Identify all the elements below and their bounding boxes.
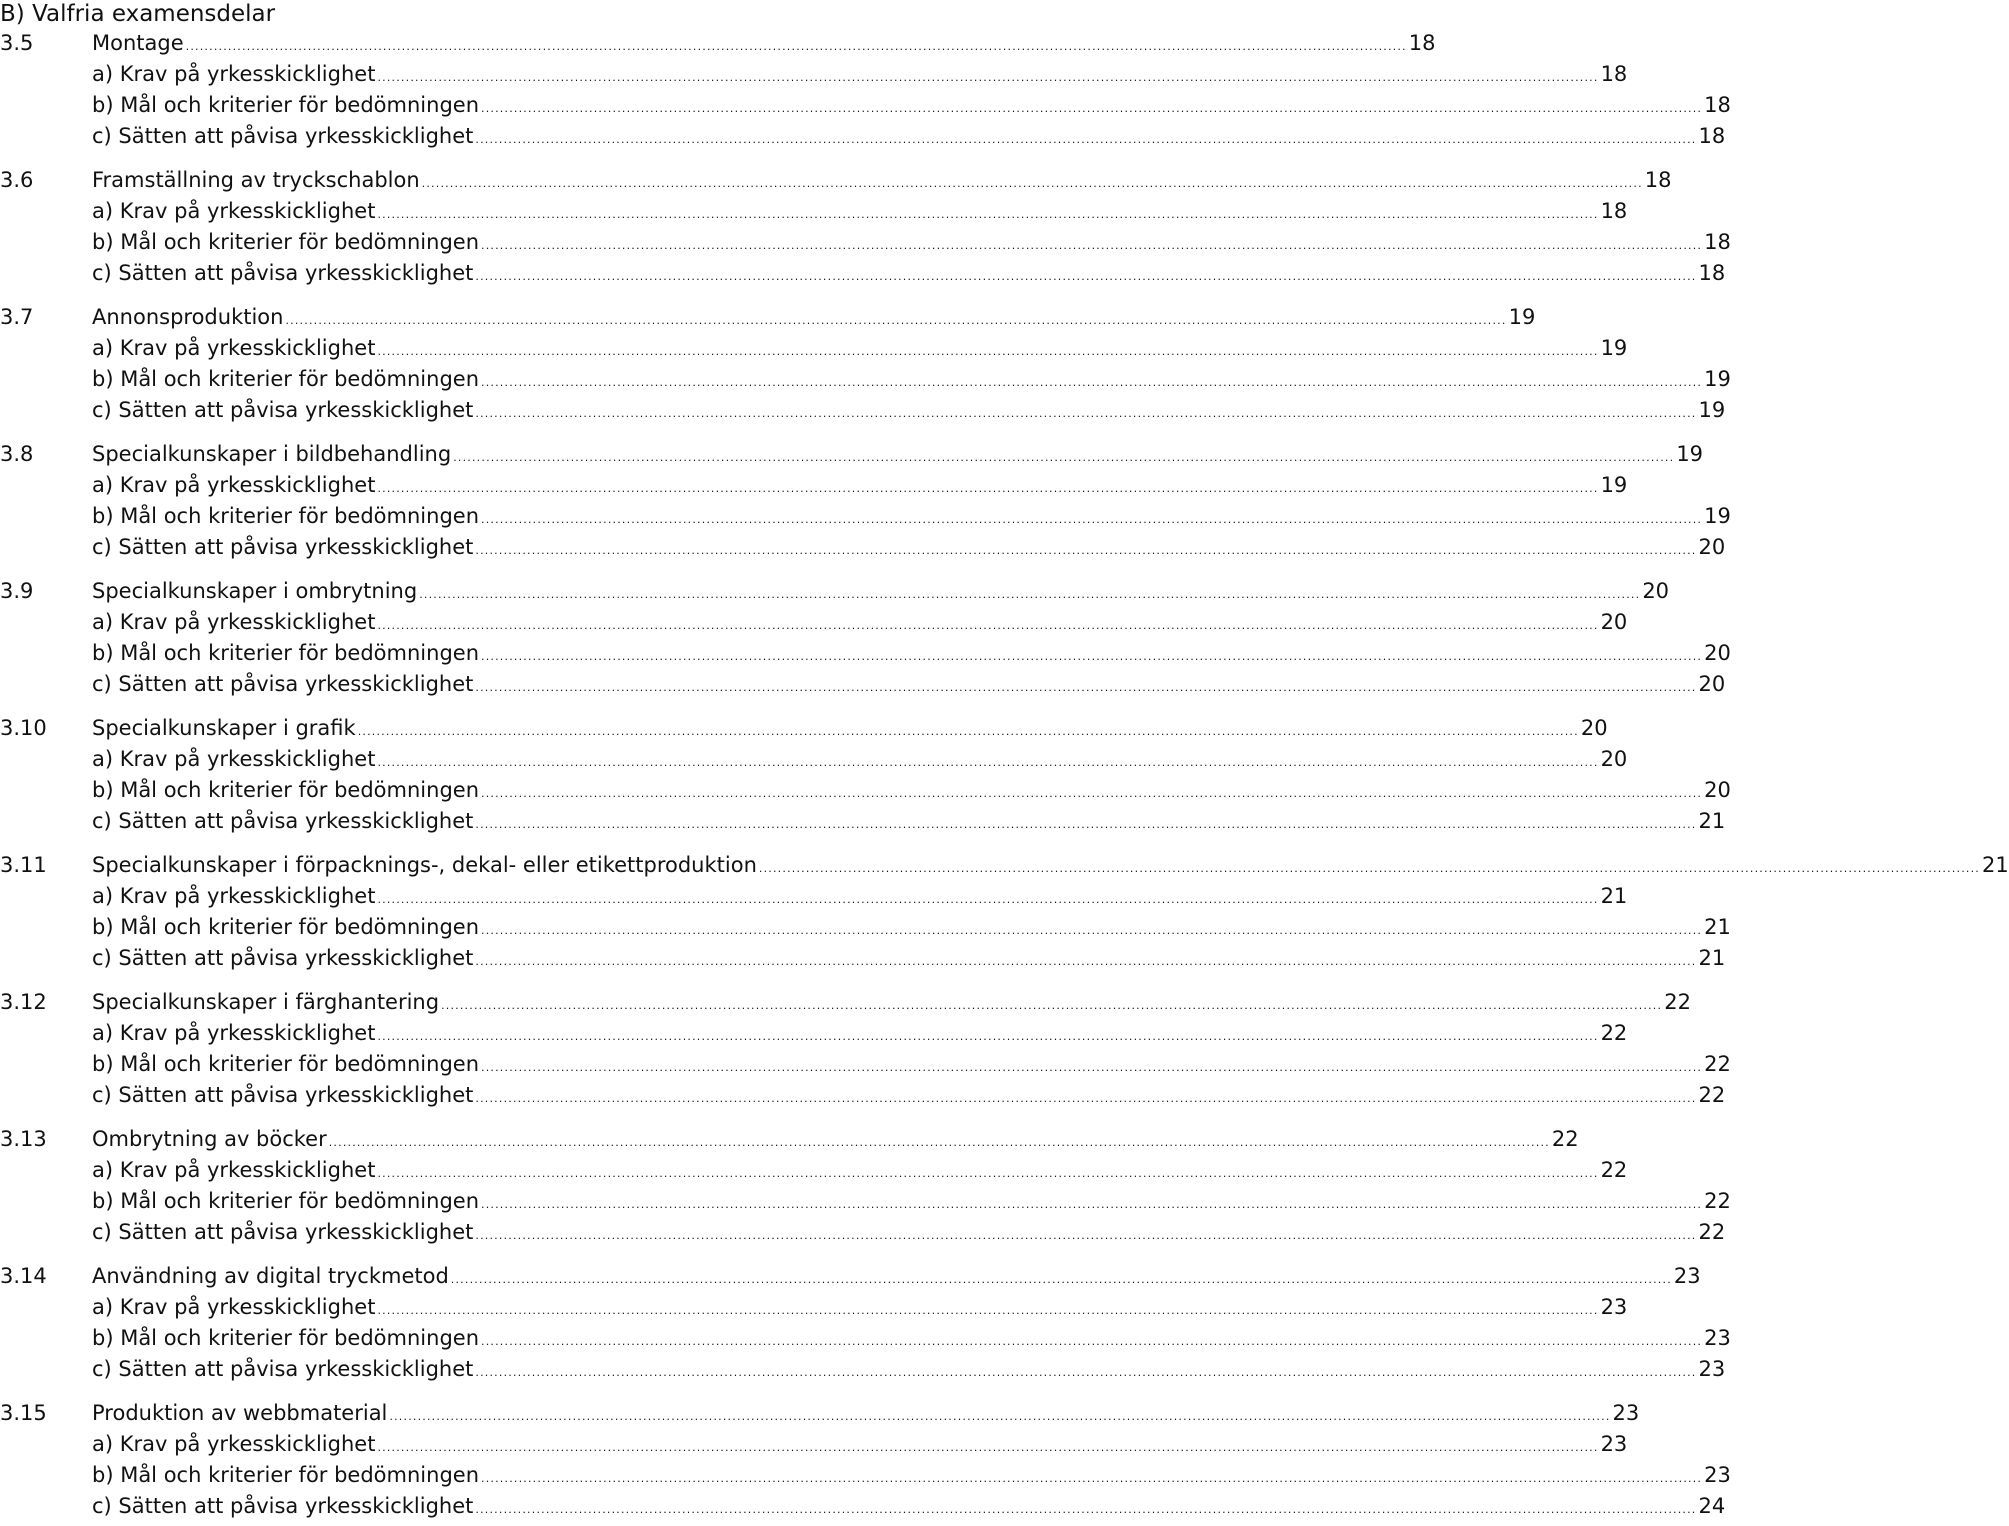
- toc-subentry[interactable]: [92, 500, 1731, 532]
- toc-subentry[interactable]: [92, 1079, 1726, 1111]
- section-number: 3.5: [0, 31, 34, 55]
- subentry-title: a) Krav på yrkesskicklighet: [92, 1295, 376, 1319]
- subentry-title: b) Mål och kriterier för bedömningen: [92, 367, 480, 391]
- page-number: 19: [1704, 367, 1731, 391]
- dot-leader: ....................................................................................................................................................................................................................................................................: [481, 1335, 1703, 1348]
- page-number: 19: [1676, 442, 1704, 466]
- toc-subentry[interactable]: [92, 1490, 1726, 1522]
- toc-subentry[interactable]: [92, 531, 1726, 563]
- section-title: Produktion av webbmaterial: [92, 1401, 388, 1425]
- section-title: Framställning av tryckschablon: [92, 168, 420, 192]
- dot-leader: ....................................................................................................................................................................................................................................................................: [481, 1472, 1703, 1485]
- subentry-title: a) Krav på yrkesskicklighet: [92, 1158, 376, 1182]
- page-number: 23: [1704, 1463, 1731, 1487]
- page-number: 20: [1698, 535, 1726, 559]
- dot-leader: ....................................................................................................................................................................................................................................................................: [185, 40, 1407, 53]
- toc-subentry[interactable]: [92, 1048, 1731, 1080]
- toc-section-entry[interactable]: [0, 27, 1436, 59]
- toc-subentry[interactable]: [92, 1353, 1726, 1385]
- dot-leader: ....................................................................................................................................................................................................................................................................: [475, 1092, 1697, 1105]
- page-number: 21: [1698, 946, 1726, 970]
- subentry-title: b) Mål och kriterier för bedömningen: [92, 1326, 480, 1350]
- toc-subentry[interactable]: [92, 1428, 1628, 1460]
- page-number: 18: [1698, 261, 1726, 285]
- dot-leader: ....................................................................................................................................................................................................................................................................: [328, 1136, 1550, 1149]
- page-number: 21: [1704, 915, 1731, 939]
- page-number: 18: [1698, 124, 1726, 148]
- dot-leader: ....................................................................................................................................................................................................................................................................: [481, 650, 1703, 663]
- page-number: 22: [1704, 1052, 1731, 1076]
- subentry-title: b) Mål och kriterier för bedömningen: [92, 778, 480, 802]
- subentry-title: a) Krav på yrkesskicklighet: [92, 747, 376, 771]
- toc-subentry[interactable]: [92, 1459, 1731, 1491]
- section-title: Ombrytning av böcker: [92, 1127, 327, 1151]
- subentry-title: a) Krav på yrkesskicklighet: [92, 62, 376, 86]
- subentry-title: b) Mål och kriterier för bedömningen: [92, 915, 480, 939]
- section-title: Specialkunskaper i förpacknings-, dekal- eller etikettproduktion: [92, 853, 757, 877]
- section-number: 3.12: [0, 990, 47, 1014]
- subentry-title: c) Sätten att påvisa yrkesskicklighet: [92, 1357, 474, 1381]
- subentry-title: c) Sätten att påvisa yrkesskicklighet: [92, 672, 474, 696]
- dot-leader: ....................................................................................................................................................................................................................................................................: [453, 451, 1675, 464]
- subentry-title: b) Mål och kriterier för bedömningen: [92, 93, 480, 117]
- page-number: 21: [1982, 853, 2009, 877]
- toc-subentry[interactable]: [92, 743, 1628, 775]
- dot-leader: ....................................................................................................................................................................................................................................................................: [481, 513, 1703, 526]
- page-number: 20: [1704, 641, 1731, 665]
- dot-leader: ....................................................................................................................................................................................................................................................................: [419, 588, 1641, 601]
- toc-subentry[interactable]: [92, 1322, 1731, 1354]
- page-number: 18: [1600, 62, 1628, 86]
- page-number: 22: [1704, 1189, 1731, 1213]
- page-number: 22: [1600, 1158, 1628, 1182]
- toc-section-entry[interactable]: [0, 1397, 1640, 1429]
- page-number: 22: [1698, 1083, 1726, 1107]
- toc-subentry[interactable]: [92, 120, 1726, 152]
- toc-heading: B) Valfria examensdelar: [0, 1, 276, 27]
- dot-leader: ....................................................................................................................................................................................................................................................................: [475, 955, 1697, 968]
- page-number: 23: [1698, 1357, 1726, 1381]
- subentry-title: c) Sätten att påvisa yrkesskicklighet: [92, 1494, 474, 1518]
- page-number: 21: [1698, 809, 1726, 833]
- page-number: 22: [1600, 1021, 1628, 1045]
- page-number: 22: [1664, 990, 1691, 1014]
- dot-leader: ....................................................................................................................................................................................................................................................................: [475, 1503, 1697, 1516]
- toc-subentry[interactable]: [92, 394, 1726, 426]
- subentry-title: b) Mål och kriterier för bedömningen: [92, 504, 480, 528]
- dot-leader: ....................................................................................................................................................................................................................................................................: [377, 208, 1599, 221]
- page-number: 23: [1600, 1295, 1628, 1319]
- dot-leader: ....................................................................................................................................................................................................................................................................: [481, 787, 1703, 800]
- page-number: 21: [1600, 884, 1628, 908]
- page-number: 18: [1600, 199, 1628, 223]
- toc-section-entry[interactable]: [0, 164, 1672, 196]
- page-number: 20: [1704, 778, 1731, 802]
- page-number: 18: [1704, 230, 1731, 254]
- subentry-title: c) Sätten att påvisa yrkesskicklighet: [92, 398, 474, 422]
- dot-leader: ....................................................................................................................................................................................................................................................................: [758, 862, 1981, 875]
- subentry-title: c) Sätten att påvisa yrkesskicklighet: [92, 535, 474, 559]
- toc-subentry[interactable]: [92, 805, 1726, 837]
- toc-subentry[interactable]: [92, 606, 1628, 638]
- subentry-title: a) Krav på yrkesskicklighet: [92, 610, 376, 634]
- section-number: 3.15: [0, 1401, 47, 1425]
- toc-subentry[interactable]: [92, 1216, 1726, 1248]
- dot-leader: ....................................................................................................................................................................................................................................................................: [475, 270, 1697, 283]
- toc-subentry[interactable]: [92, 363, 1731, 395]
- page-number: 19: [1508, 305, 1536, 329]
- page-number: 19: [1698, 398, 1726, 422]
- dot-leader: ....................................................................................................................................................................................................................................................................: [357, 725, 1579, 738]
- subentry-title: b) Mål och kriterier för bedömningen: [92, 1052, 480, 1076]
- page-number: 20: [1600, 747, 1628, 771]
- toc-section-entry[interactable]: [0, 1123, 1579, 1155]
- toc-subentry[interactable]: [92, 257, 1726, 289]
- dot-leader: ....................................................................................................................................................................................................................................................................: [389, 1410, 1611, 1423]
- toc-subentry[interactable]: [92, 668, 1726, 700]
- dot-leader: ....................................................................................................................................................................................................................................................................: [475, 1366, 1697, 1379]
- section-number: 3.8: [0, 442, 34, 466]
- page-number: 22: [1551, 1127, 1579, 1151]
- subentry-title: a) Krav på yrkesskicklighet: [92, 336, 376, 360]
- dot-leader: ....................................................................................................................................................................................................................................................................: [377, 482, 1599, 495]
- dot-leader: ....................................................................................................................................................................................................................................................................: [377, 1304, 1599, 1317]
- dot-leader: ....................................................................................................................................................................................................................................................................: [481, 924, 1703, 937]
- dot-leader: ....................................................................................................................................................................................................................................................................: [377, 1441, 1599, 1454]
- page-number: 20: [1642, 579, 1670, 603]
- toc-subentry[interactable]: [92, 1291, 1628, 1323]
- section-title: Användning av digital tryckmetod: [92, 1264, 449, 1288]
- toc-subentry[interactable]: [92, 1185, 1731, 1217]
- dot-leader: ....................................................................................................................................................................................................................................................................: [285, 314, 1507, 327]
- page-number: 23: [1673, 1264, 1701, 1288]
- dot-leader: ....................................................................................................................................................................................................................................................................: [441, 999, 1663, 1012]
- page-number: 18: [1408, 31, 1436, 55]
- dot-leader: ....................................................................................................................................................................................................................................................................: [377, 893, 1599, 906]
- subentry-title: a) Krav på yrkesskicklighet: [92, 1432, 376, 1456]
- section-title: Montage: [92, 31, 184, 55]
- subentry-title: c) Sätten att påvisa yrkesskicklighet: [92, 1220, 474, 1244]
- toc-subentry[interactable]: [92, 880, 1628, 912]
- page-number: 19: [1600, 473, 1628, 497]
- toc-subentry[interactable]: [92, 911, 1731, 943]
- toc-section-entry[interactable]: [0, 849, 2009, 881]
- toc-subentry[interactable]: [92, 637, 1731, 669]
- subentry-title: b) Mål och kriterier för bedömningen: [92, 1463, 480, 1487]
- page-number: 18: [1644, 168, 1672, 192]
- dot-leader: ....................................................................................................................................................................................................................................................................: [377, 619, 1599, 632]
- page-number: 20: [1580, 716, 1608, 740]
- toc-subentry[interactable]: [92, 469, 1628, 501]
- page-number: 19: [1600, 336, 1628, 360]
- subentry-title: b) Mål och kriterier för bedömningen: [92, 230, 480, 254]
- dot-leader: ....................................................................................................................................................................................................................................................................: [377, 1167, 1599, 1180]
- section-number: 3.10: [0, 716, 47, 740]
- subentry-title: a) Krav på yrkesskicklighet: [92, 199, 376, 223]
- dot-leader: ....................................................................................................................................................................................................................................................................: [377, 1030, 1599, 1043]
- subentry-title: c) Sätten att påvisa yrkesskicklighet: [92, 124, 474, 148]
- subentry-title: b) Mål och kriterier för bedömningen: [92, 641, 480, 665]
- toc-subentry[interactable]: [92, 332, 1628, 364]
- page-number: 23: [1612, 1401, 1640, 1425]
- section-title: Specialkunskaper i färghantering: [92, 990, 440, 1014]
- dot-leader: ....................................................................................................................................................................................................................................................................: [475, 407, 1697, 420]
- page-number: 20: [1698, 672, 1726, 696]
- dot-leader: ....................................................................................................................................................................................................................................................................: [475, 133, 1697, 146]
- section-number: 3.11: [0, 853, 47, 877]
- page-number: 22: [1698, 1220, 1726, 1244]
- dot-leader: ....................................................................................................................................................................................................................................................................: [481, 376, 1703, 389]
- section-number: 3.7: [0, 305, 34, 329]
- toc-section-entry[interactable]: [0, 1260, 1701, 1292]
- subentry-title: c) Sätten att påvisa yrkesskicklighet: [92, 1083, 474, 1107]
- dot-leader: ....................................................................................................................................................................................................................................................................: [481, 239, 1703, 252]
- toc-subentry[interactable]: [92, 1154, 1628, 1186]
- dot-leader: ....................................................................................................................................................................................................................................................................: [475, 1229, 1697, 1242]
- toc-section-entry[interactable]: [0, 438, 1704, 470]
- page-number: 23: [1704, 1326, 1731, 1350]
- section-number: 3.14: [0, 1264, 47, 1288]
- dot-leader: ....................................................................................................................................................................................................................................................................: [377, 71, 1599, 84]
- dot-leader: ....................................................................................................................................................................................................................................................................: [475, 818, 1697, 831]
- page-number: 18: [1704, 93, 1731, 117]
- dot-leader: ....................................................................................................................................................................................................................................................................: [377, 345, 1599, 358]
- toc-subentry[interactable]: [92, 1017, 1628, 1049]
- page-number: 19: [1704, 504, 1731, 528]
- toc-section-entry[interactable]: [0, 712, 1608, 744]
- section-number: 3.9: [0, 579, 34, 603]
- dot-leader: ....................................................................................................................................................................................................................................................................: [421, 177, 1643, 190]
- page-number: 20: [1600, 610, 1628, 634]
- subentry-title: c) Sätten att påvisa yrkesskicklighet: [92, 261, 474, 285]
- toc-subentry[interactable]: [92, 942, 1726, 974]
- dot-leader: ....................................................................................................................................................................................................................................................................: [475, 681, 1697, 694]
- dot-leader: ....................................................................................................................................................................................................................................................................: [481, 102, 1703, 115]
- subentry-title: a) Krav på yrkesskicklighet: [92, 1021, 376, 1045]
- toc-section-entry[interactable]: [0, 986, 1691, 1018]
- toc-subentry[interactable]: [92, 774, 1731, 806]
- section-number: 3.13: [0, 1127, 47, 1151]
- subentry-title: a) Krav på yrkesskicklighet: [92, 884, 376, 908]
- subentry-title: a) Krav på yrkesskicklighet: [92, 473, 376, 497]
- page-number: 24: [1698, 1494, 1726, 1518]
- dot-leader: ....................................................................................................................................................................................................................................................................: [377, 756, 1599, 769]
- subentry-title: c) Sätten att påvisa yrkesskicklighet: [92, 946, 474, 970]
- section-title: Annonsproduktion: [92, 305, 284, 329]
- page-number: 23: [1600, 1432, 1628, 1456]
- dot-leader: ....................................................................................................................................................................................................................................................................: [481, 1198, 1703, 1211]
- section-number: 3.6: [0, 168, 34, 192]
- section-title: Specialkunskaper i ombrytning: [92, 579, 418, 603]
- dot-leader: ....................................................................................................................................................................................................................................................................: [450, 1273, 1672, 1286]
- toc-section-entry[interactable]: [0, 575, 1670, 607]
- toc-subentry[interactable]: [92, 58, 1628, 90]
- toc-subentry[interactable]: [92, 89, 1731, 121]
- subentry-title: c) Sätten att påvisa yrkesskicklighet: [92, 809, 474, 833]
- dot-leader: ....................................................................................................................................................................................................................................................................: [481, 1061, 1703, 1074]
- subentry-title: b) Mål och kriterier för bedömningen: [92, 1189, 480, 1213]
- toc-subentry[interactable]: [92, 195, 1628, 227]
- section-title: Specialkunskaper i grafik: [92, 716, 356, 740]
- dot-leader: ....................................................................................................................................................................................................................................................................: [475, 544, 1697, 557]
- section-title: Specialkunskaper i bildbehandling: [92, 442, 452, 466]
- toc-subentry[interactable]: [92, 226, 1731, 258]
- toc-section-entry[interactable]: [0, 301, 1536, 333]
